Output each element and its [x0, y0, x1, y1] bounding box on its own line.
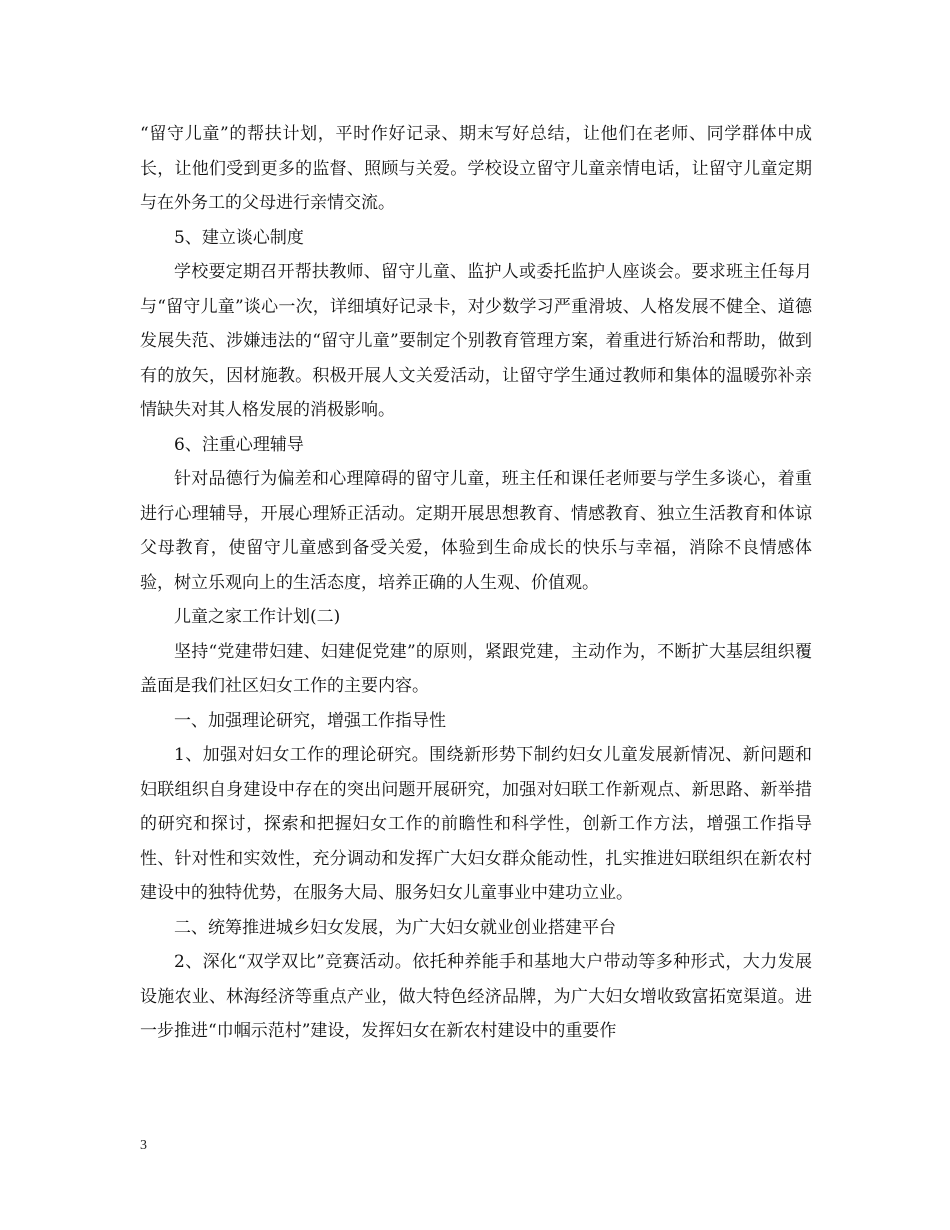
- paragraph-psychological-guidance: 针对品德行为偏差和心理障碍的留守儿童，班主任和课任老师要与学生多谈心，着重进行心理辅导，开展心理矫正活动。定期开展思想教育、情感教育、独立生活教育和体谅父母教育，使留守儿童感到备受关爱，体验到生命成长的快乐与幸福，消除不良情感体验，树立乐观向上的生活态度，培养正确的人生观、价值观。: [140, 469, 812, 593]
- section-heading-one: 一、加强理论研究，增强工作指导性: [174, 710, 446, 731]
- section-heading-5: 5、建立谈心制度: [174, 227, 304, 248]
- paragraph-counseling-system: 学校要定期召开帮扶教师、留守儿童、监护人或委托监护人座谈会。要求班主任每月与“留守儿童”谈心一次，详细填好记录卡，对少数学习严重滑坡、人格发展不健全、道德发展失范、涉嫌违法的“留守儿童”要制定个别教育管理方案，着重进行矫治和帮助，做到有的放矢，因材施教。积极开展人文关爱活动，让留守学生通过教师和集体的温暖弥补亲情缺失对其人格发展的消极影响。: [140, 262, 812, 420]
- document-body: [140, 117, 812, 1049]
- paragraph-double-learning: 2、深化“双学双比”竞赛活动。依托种养能手和基地大户带动等多种形式，大力发展设施农业、林海经济等重点产业，做大特色经济品牌，为广大妇女增收致富拓宽渠道。进一步推进“巾帼示范村”建设，发挥妇女在新农村建设中的重要作: [140, 952, 812, 1041]
- section-heading-two: 二、统筹推进城乡妇女发展，为广大妇女就业创业搭建平台: [174, 917, 616, 938]
- paragraph-principle: 坚持“党建带妇建、妇建促党建”的原则，紧跟党建，主动作为，不断扩大基层组织覆盖面是我们社区妇女工作的主要内容。: [140, 641, 812, 696]
- paragraph-theory-research: 1、加强对妇女工作的理论研究。围绕新形势下制约妇女儿童发展新情况、新问题和妇联组织自身建设中存在的突出问题开展研究，加强对妇联工作新观点、新思路、新举措的研究和探讨，探索和把握妇女工作的前瞻性和科学性，创新工作方法，增强工作指导性、针对性和实效性，充分调动和发挥广大妇女群众能动性，扎实推进妇联组织在新农村建设中的独特优势，在服务大局、服务妇女儿童事业中建功立业。: [140, 745, 812, 903]
- paragraph-continuation: “留守儿童”的帮扶计划，平时作好记录、期末写好总结，让他们在老师、同学群体中成长，让他们受到更多的监督、照顾与关爱。学校设立留守儿童亲情电话，让留守儿童定期与在外务工的父母进行亲情交流。: [140, 124, 812, 213]
- page-number: 3: [140, 1138, 147, 1153]
- document-subtitle: 儿童之家工作计划(二): [174, 607, 341, 627]
- section-heading-6: 6、注重心理辅导: [174, 434, 304, 455]
